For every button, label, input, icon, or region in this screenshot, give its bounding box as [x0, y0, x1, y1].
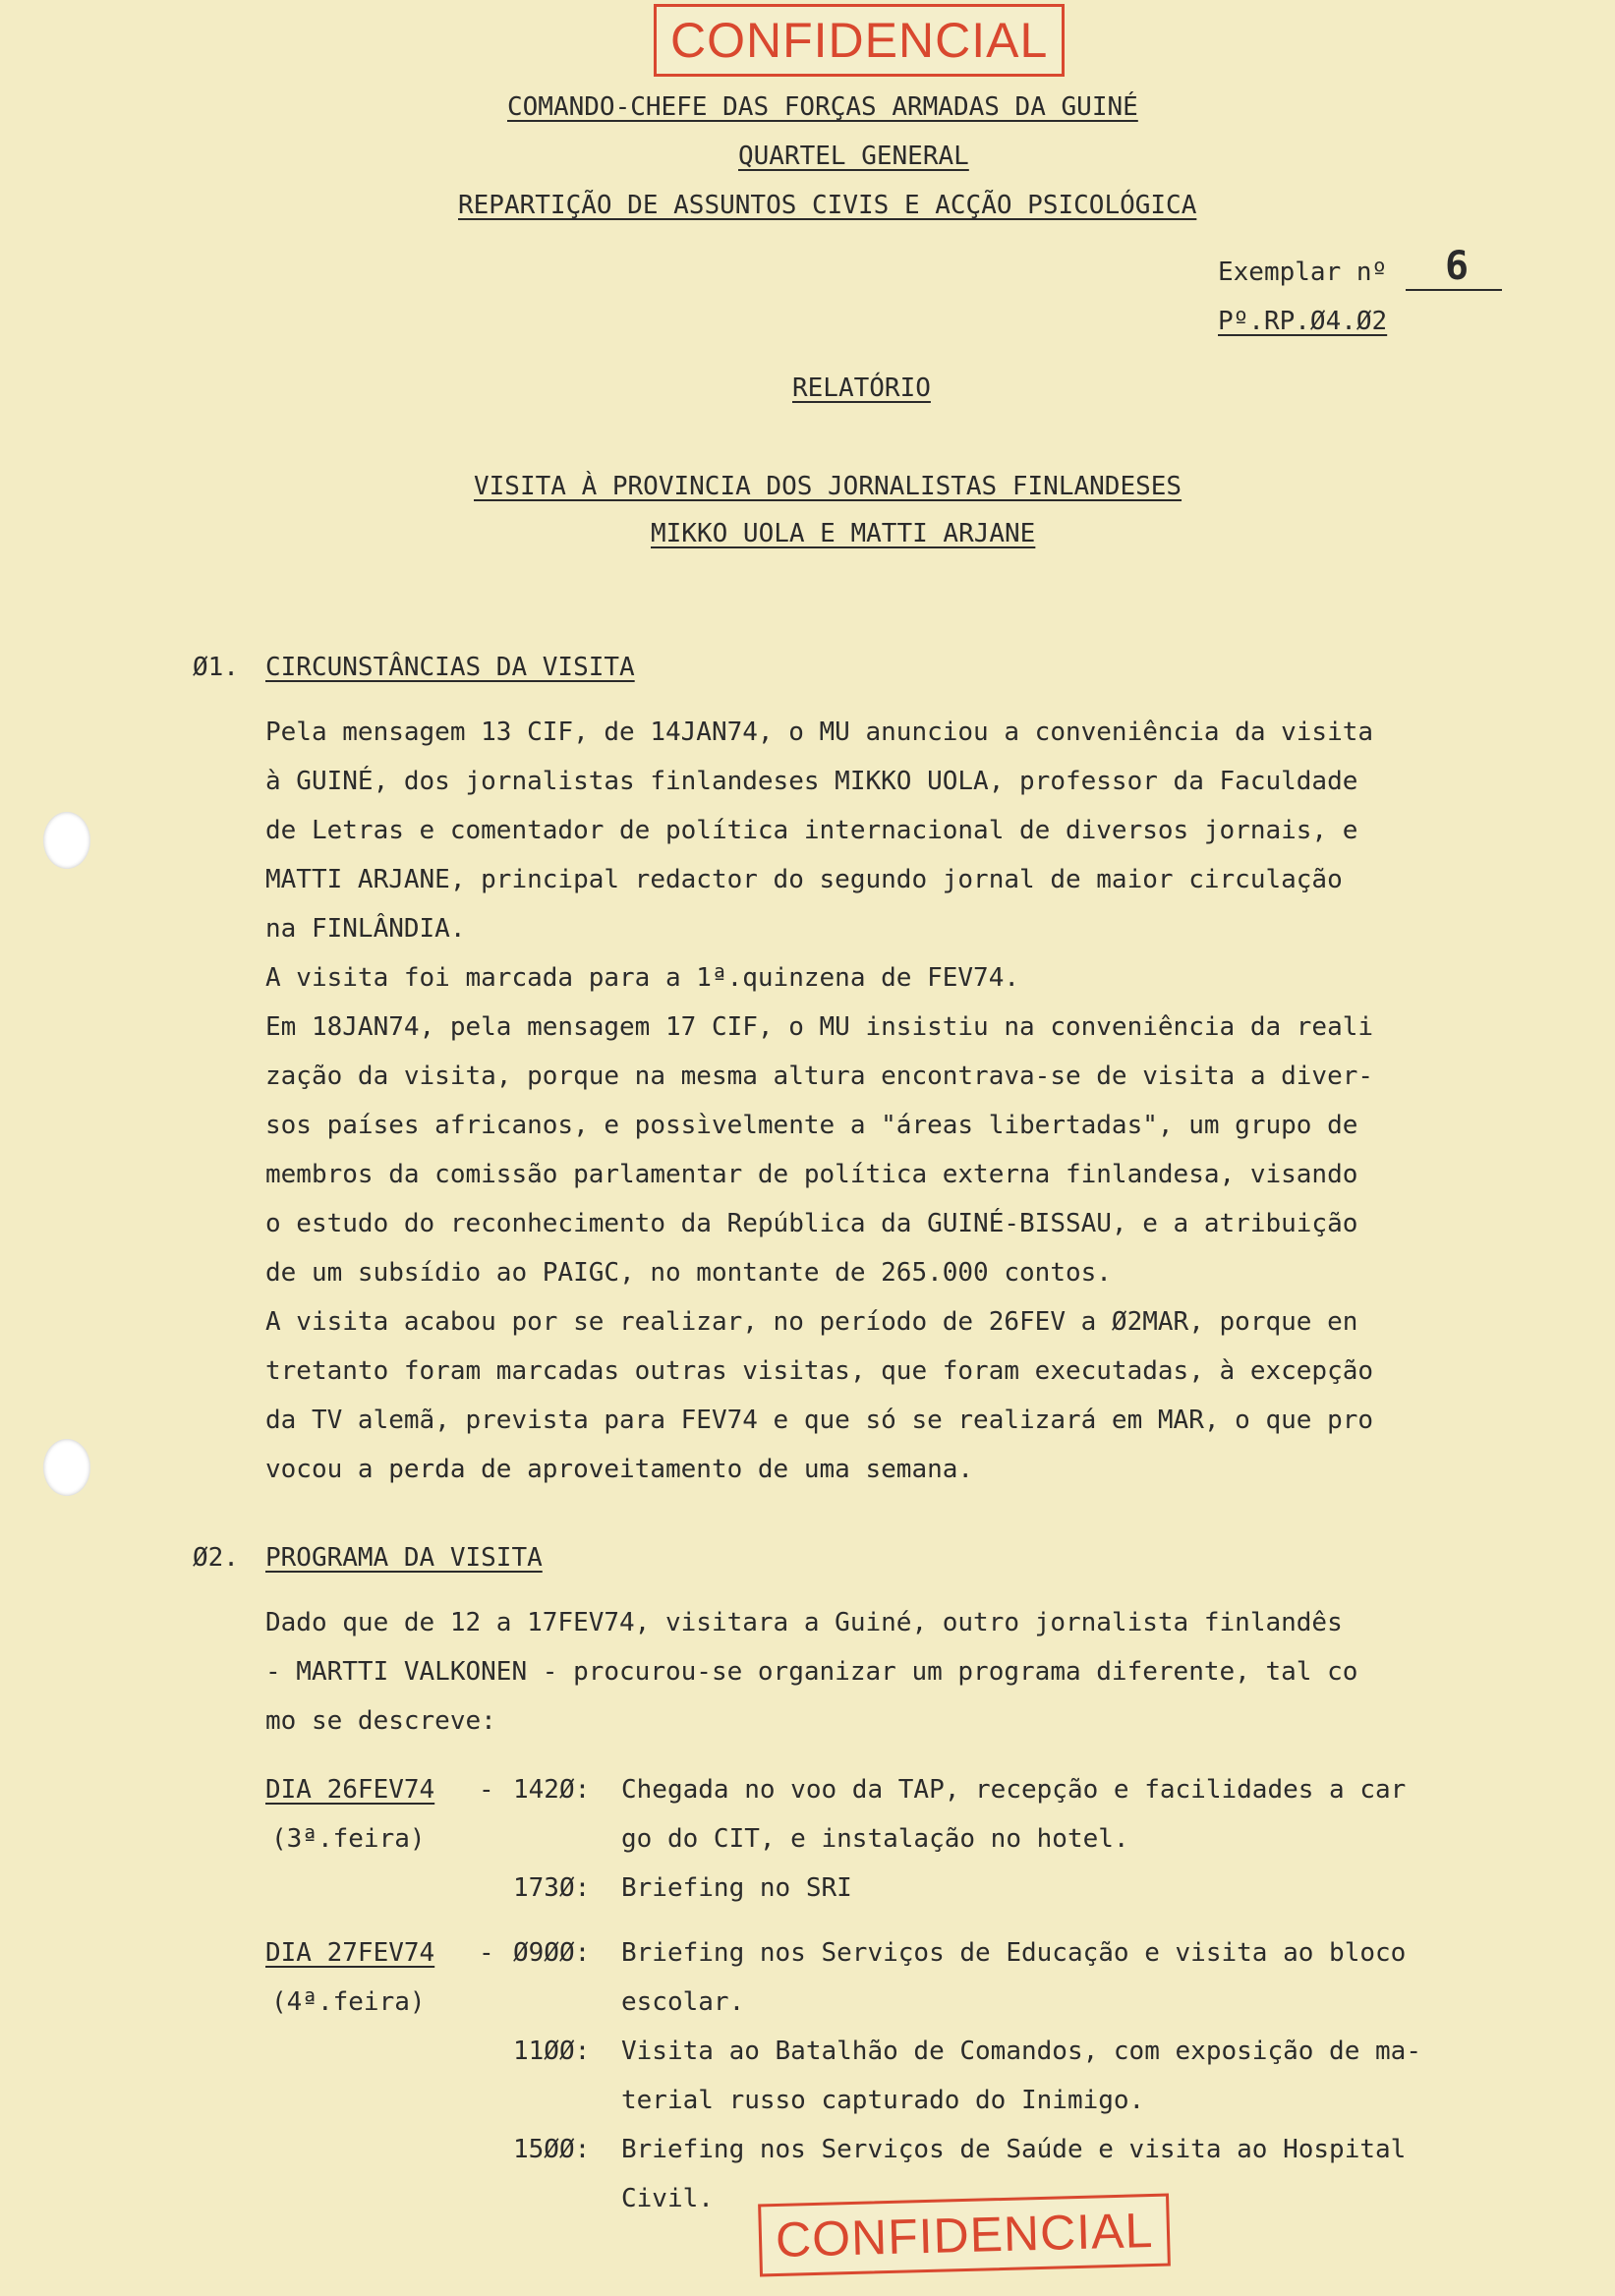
- section-2-title: PROGRAMA DA VISITA: [265, 1543, 543, 1573]
- section-1-line: membros da comissão parlamentar de política externa finlandesa, visando: [265, 1160, 1358, 1189]
- section-1-line: A visita foi marcada para a 1ª.quinzena de FEV74.: [265, 963, 1020, 993]
- header-hq: QUARTEL GENERAL: [738, 142, 969, 171]
- schedule-time: 142Ø:: [513, 1775, 591, 1805]
- section-1-line: de um subsídio ao PAIGC, no montante de 265.000 contos.: [265, 1258, 1112, 1288]
- schedule-item-line: go do CIT, e instalação no hotel.: [621, 1824, 1129, 1854]
- schedule-item-line: escolar.: [621, 1987, 745, 2017]
- schedule-item-line: Civil.: [621, 2184, 714, 2213]
- section-1-line: Em 18JAN74, pela mensagem 17 CIF, o MU insistiu na conveniência da reali: [265, 1012, 1374, 1042]
- section-1-title: CIRCUNSTÂNCIAS DA VISITA: [265, 653, 635, 682]
- subject-line-2: MIKKO UOLA E MATTI ARJANE: [651, 519, 1036, 548]
- section-1-number: Ø1.: [193, 653, 239, 682]
- schedule-item-line: Briefing no SRI: [621, 1873, 852, 1903]
- section-1-line: de Letras e comentador de política internacional de diversos jornais, e: [265, 816, 1358, 845]
- section-1-line: MATTI ARJANE, principal redactor do segundo jornal de maior circulação: [265, 865, 1343, 894]
- exemplar-label: Exemplar nº: [1218, 258, 1388, 287]
- section-1-line: tretanto foram marcadas outras visitas, que foram executadas, à excepção: [265, 1356, 1374, 1386]
- schedule-day-date: DIA 26FEV74: [265, 1775, 435, 1805]
- schedule-dash: -: [479, 1938, 494, 1968]
- document-type: RELATÓRIO: [792, 373, 931, 403]
- schedule-dash: -: [479, 1775, 494, 1805]
- header-command: COMANDO-CHEFE DAS FORÇAS ARMADAS DA GUINÉ: [507, 92, 1138, 122]
- schedule-time: 11ØØ:: [513, 2037, 591, 2066]
- section-1-line: A visita acabou por se realizar, no período de 26FEV a Ø2MAR, porque en: [265, 1307, 1358, 1337]
- schedule-item-line: terial russo capturado do Inimigo.: [621, 2086, 1145, 2115]
- section-1-line: sos países africanos, e possìvelmente a "áreas libertadas", um grupo de: [265, 1111, 1358, 1140]
- section-1-line: da TV alemã, prevista para FEV74 e que só se realizará em MAR, o que pro: [265, 1406, 1374, 1435]
- section-1-line: à GUINÉ, dos jornalistas finlandeses MIKKO UOLA, professor da Faculdade: [265, 767, 1358, 796]
- exemplar-number: 6: [1445, 244, 1470, 289]
- section-1-line: zação da visita, porque na mesma altura encontrava-se de visita a diver-: [265, 1062, 1374, 1091]
- section-1-line: na FINLÂNDIA.: [265, 914, 466, 944]
- punch-hole-icon: [43, 812, 90, 869]
- section-2-intro-line: Dado que de 12 a 17FEV74, visitara a Guiné, outro jornalista finlandês: [265, 1608, 1343, 1637]
- confidential-stamp-bottom: CONFIDENCIAL: [758, 2194, 1171, 2277]
- section-2-intro-line: - MARTTI VALKONEN - procurou-se organizar um programa diferente, tal co: [265, 1657, 1358, 1687]
- subject-line-1: VISITA À PROVINCIA DOS JORNALISTAS FINLANDESES: [474, 472, 1182, 501]
- schedule-time: 173Ø:: [513, 1873, 591, 1903]
- schedule-item-line: Chegada no voo da TAP, recepção e facilidades a car: [621, 1775, 1407, 1805]
- section-1-line: o estudo do reconhecimento da República da GUINÉ-BISSAU, e a atribuição: [265, 1209, 1358, 1238]
- process-reference: Pº.RP.Ø4.Ø2: [1218, 307, 1388, 336]
- schedule-item-line: Briefing nos Serviços de Educação e visita ao bloco: [621, 1938, 1407, 1968]
- section-1-line: Pela mensagem 13 CIF, de 14JAN74, o MU anunciou a conveniência da visita: [265, 718, 1374, 747]
- schedule-item-line: Visita ao Batalhão de Comandos, com exposição de ma-: [621, 2037, 1421, 2066]
- section-2-intro-line: mo se descreve:: [265, 1706, 496, 1736]
- confidential-stamp-top: CONFIDENCIAL: [654, 4, 1065, 77]
- schedule-day-weekday: (4ª.feira): [271, 1987, 426, 2017]
- section-1-line: vocou a perda de aproveitamento de uma semana.: [265, 1455, 974, 1484]
- schedule-day-weekday: (3ª.feira): [271, 1824, 426, 1854]
- schedule-time: Ø9ØØ:: [513, 1938, 591, 1968]
- exemplar-underline: [1406, 289, 1502, 291]
- schedule-time: 15ØØ:: [513, 2135, 591, 2164]
- header-department: REPARTIÇÃO DE ASSUNTOS CIVIS E ACÇÃO PSICOLÓGICA: [458, 191, 1197, 220]
- punch-hole-icon: [43, 1439, 90, 1496]
- schedule-day-date: DIA 27FEV74: [265, 1938, 435, 1968]
- section-2-number: Ø2.: [193, 1543, 239, 1573]
- schedule-item-line: Briefing nos Serviços de Saúde e visita ao Hospital: [621, 2135, 1407, 2164]
